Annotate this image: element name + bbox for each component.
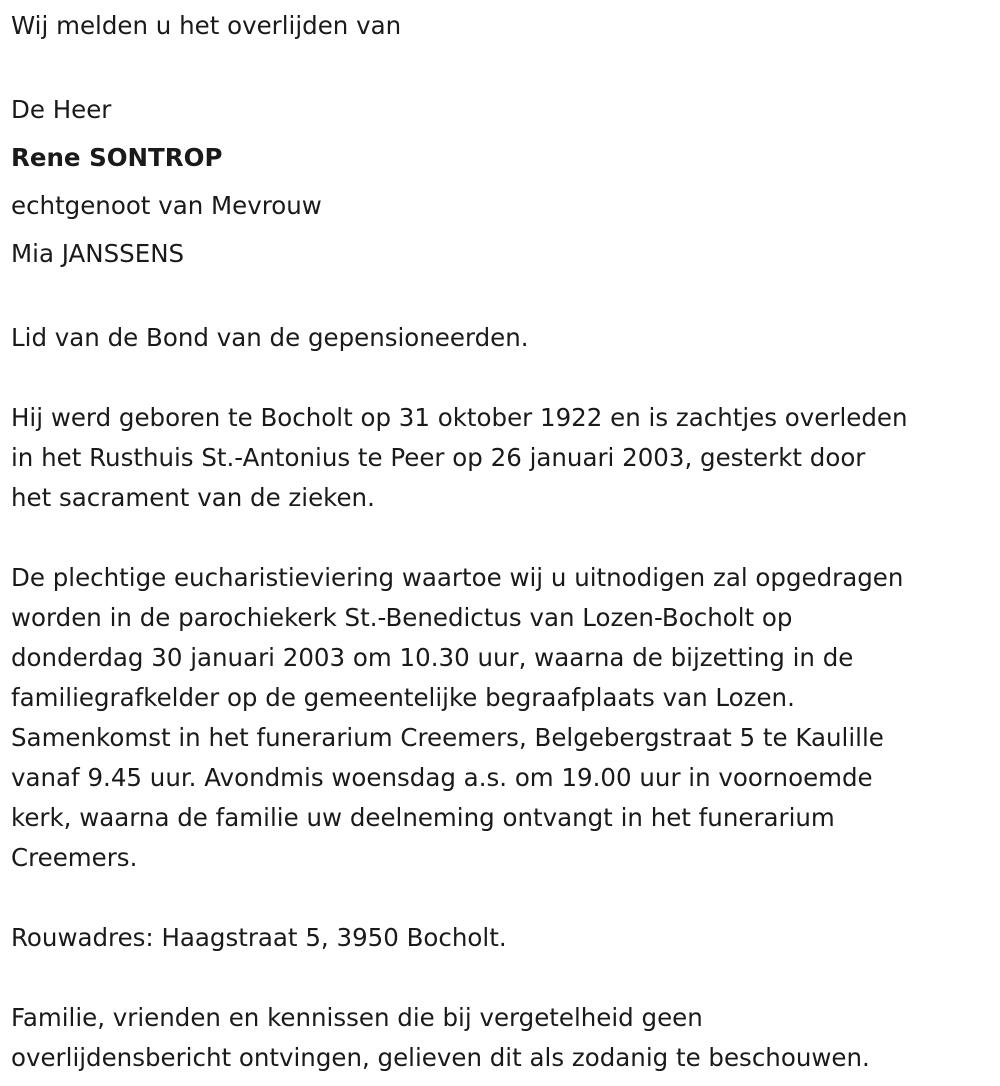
paragraph-line: in het Rusthuis St.-Antonius te Peer op 26 januari 2003, gesterkt door	[11, 443, 866, 472]
deceased-name: Rene SONTROP	[11, 143, 223, 172]
closing-paragraph	[11, 998, 990, 1078]
ceremony-paragraph	[11, 558, 990, 878]
spacer	[11, 878, 990, 918]
spouse-label: echtgenoot van Mevrouw	[11, 191, 322, 220]
membership-paragraph	[11, 318, 990, 358]
paragraph-line: Hij werd geboren te Bocholt op 31 oktober 1922 en is zachtjes overleden	[11, 403, 908, 432]
paragraph-line: kerk, waarna de familie uw deelneming ontvangt in het funerarium	[11, 803, 835, 832]
spacer	[11, 278, 990, 318]
honorific: De Heer	[11, 95, 112, 124]
address-paragraph	[11, 918, 990, 958]
deceased-block	[11, 86, 990, 278]
paragraph-line: vanaf 9.45 uur. Avondmis woensdag a.s. om 19.00 uur in voornoemde	[11, 763, 873, 792]
paragraph-line: het sacrament van de zieken.	[11, 483, 375, 512]
birth-death-paragraph	[11, 398, 990, 518]
paragraph-line: familiegrafkelder op de gemeentelijke begraafplaats van Lozen.	[11, 683, 795, 712]
paragraph-line: donderdag 30 januari 2003 om 10.30 uur, waarna de bijzetting in de	[11, 643, 854, 672]
spacer	[11, 518, 990, 558]
paragraph-line: Samenkomst in het funerarium Creemers, Belgebergstraat 5 te Kaulille	[11, 723, 884, 752]
paragraph-line: De plechtige eucharistieviering waartoe wij u uitnodigen zal opgedragen	[11, 563, 904, 592]
paragraph-line: Familie, vrienden en kennissen die bij vergetelheid geen	[11, 1003, 703, 1032]
spacer	[11, 358, 990, 398]
paragraph-line: worden in de parochiekerk St.-Benedictus van Lozen-Bocholt op	[11, 603, 793, 632]
mourning-address: Rouwadres: Haagstraat 5, 3950 Bocholt.	[11, 923, 507, 952]
spouse-name: Mia JANSSENS	[11, 239, 185, 268]
intro-paragraph	[11, 6, 990, 46]
spacer	[11, 958, 990, 998]
membership-text: Lid van de Bond van de gepensioneerden.	[11, 323, 529, 352]
spacer	[11, 46, 990, 86]
paragraph-line: Creemers.	[11, 843, 138, 872]
paragraph-line: overlijdensbericht ontvingen, gelieven dit als zodanig te beschouwen.	[11, 1043, 870, 1072]
intro-text: Wij melden u het overlijden van	[11, 11, 402, 40]
